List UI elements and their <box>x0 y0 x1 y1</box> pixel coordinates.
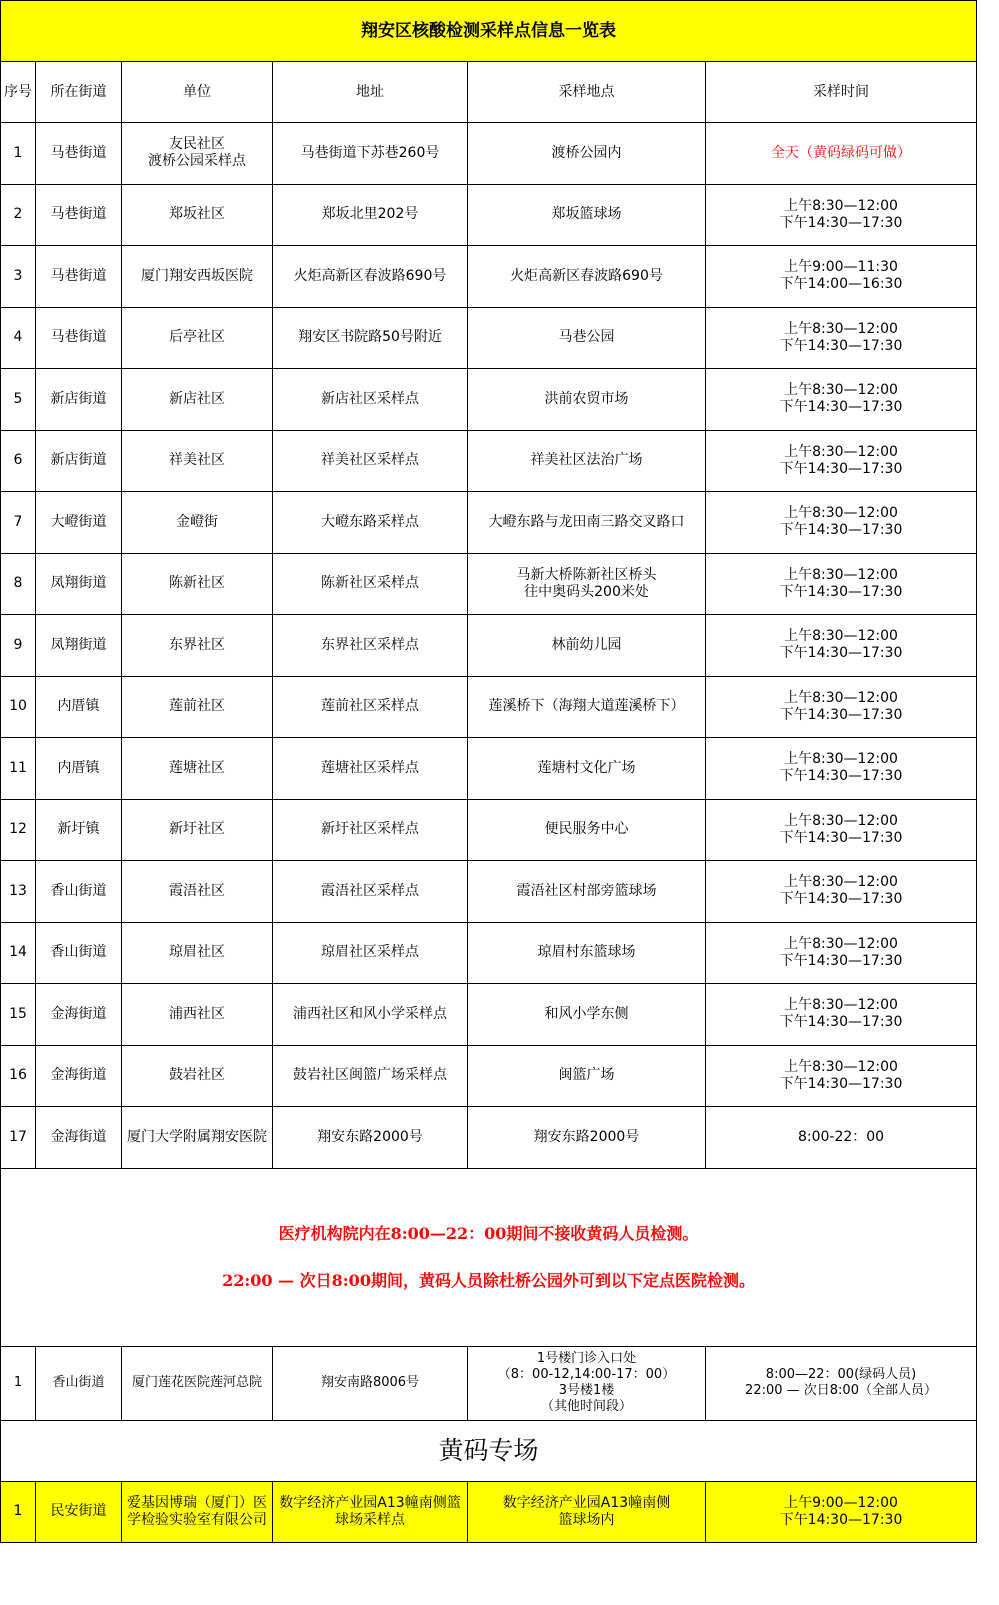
cell-address: 新店社区采样点 <box>273 369 468 431</box>
cell-site: 闽篮广场 <box>468 1045 706 1107</box>
cell-unit: 莲塘社区 <box>122 738 273 800</box>
cell-no: 4 <box>1 307 36 369</box>
table-row <box>1 861 977 923</box>
cell-site: 霞浯社区村部旁篮球场 <box>468 861 706 923</box>
cell-no: 1 <box>1 123 36 185</box>
cell-street: 凤翔街道 <box>36 553 122 615</box>
cell-no: 1 <box>1 1481 36 1542</box>
header-row <box>1 62 977 123</box>
cell-no: 11 <box>1 738 36 800</box>
cell-street: 金海街道 <box>36 1107 122 1169</box>
cell-time: 上午8:30—12:00 下午14:30—17:30 <box>706 430 977 492</box>
header-street: 所在街道 <box>36 62 122 123</box>
cell-no: 13 <box>1 861 36 923</box>
cell-street: 香山街道 <box>36 922 122 984</box>
cell-no: 17 <box>1 1107 36 1169</box>
table-row <box>1 369 977 431</box>
header-address: 地址 <box>273 62 468 123</box>
cell-time: 上午9:00—11:30 下午14:00—16:30 <box>706 246 977 308</box>
special-title: 黄码专场 <box>1 1420 977 1481</box>
cell-address: 翔安区书院路50号附近 <box>273 307 468 369</box>
cell-site: 大嶝东路与龙田南三路交叉路口 <box>468 492 706 554</box>
cell-time: 上午8:30—12:00 下午14:30—17:30 <box>706 676 977 738</box>
header-site: 采样地点 <box>468 62 706 123</box>
table-row <box>1 184 977 246</box>
cell-time: 上午8:30—12:00 下午14:30—17:30 <box>706 1045 977 1107</box>
cell-unit: 琼眉社区 <box>122 922 273 984</box>
notice-line: 22:00 — 次日8:00期间，黄码人员除杜桥公园外可到以下定点医院检测。 <box>222 1271 755 1290</box>
table-row <box>1 738 977 800</box>
cell-unit: 爱基因博瑞（厦门）医学检验实验室有限公司 <box>122 1481 273 1542</box>
cell-site: 翔安东路2000号 <box>468 1107 706 1169</box>
cell-no: 1 <box>1 1346 36 1420</box>
cell-unit: 厦门大学附属翔安医院 <box>122 1107 273 1169</box>
cell-site: 祥美社区法治广场 <box>468 430 706 492</box>
cell-time: 上午8:30—12:00 下午14:30—17:30 <box>706 984 977 1046</box>
cell-unit: 祥美社区 <box>122 430 273 492</box>
table-row <box>1 1107 977 1169</box>
cell-time: 全天（黄码绿码可做） <box>706 123 977 185</box>
cell-address: 霞浯社区采样点 <box>273 861 468 923</box>
cell-no: 5 <box>1 369 36 431</box>
cell-site: 林前幼儿园 <box>468 615 706 677</box>
cell-no: 9 <box>1 615 36 677</box>
header-time: 采样时间 <box>706 62 977 123</box>
cell-site: 马新大桥陈新社区桥头 往中奥码头200米处 <box>468 553 706 615</box>
cell-unit: 郑坂社区 <box>122 184 273 246</box>
special-title-row <box>1 1420 977 1481</box>
page-title: 翔安区核酸检测采样点信息一览表 <box>1 1 977 62</box>
cell-address: 马巷街道下苏巷260号 <box>273 123 468 185</box>
cell-address: 陈新社区采样点 <box>273 553 468 615</box>
cell-address: 莲前社区采样点 <box>273 676 468 738</box>
cell-unit: 莲前社区 <box>122 676 273 738</box>
cell-no: 15 <box>1 984 36 1046</box>
cell-site: 和风小学东侧 <box>468 984 706 1046</box>
table-row <box>1 1045 977 1107</box>
table-row <box>1 307 977 369</box>
cell-time: 上午8:30—12:00 下午14:30—17:30 <box>706 553 977 615</box>
cell-no: 2 <box>1 184 36 246</box>
cell-unit: 后亭社区 <box>122 307 273 369</box>
cell-site: 琼眉村东篮球场 <box>468 922 706 984</box>
table-row <box>1 799 977 861</box>
cell-street: 民安街道 <box>36 1481 122 1542</box>
cell-site: 马巷公园 <box>468 307 706 369</box>
cell-street: 香山街道 <box>36 1346 122 1420</box>
cell-unit: 新店社区 <box>122 369 273 431</box>
cell-site: 便民服务中心 <box>468 799 706 861</box>
cell-time: 8:00-22：00 <box>706 1107 977 1169</box>
cell-street: 内厝镇 <box>36 738 122 800</box>
cell-unit: 浦西社区 <box>122 984 273 1046</box>
cell-no: 3 <box>1 246 36 308</box>
cell-street: 马巷街道 <box>36 246 122 308</box>
cell-unit: 厦门翔安西坂医院 <box>122 246 273 308</box>
header-unit: 单位 <box>122 62 273 123</box>
table-row <box>1 430 977 492</box>
cell-street: 马巷街道 <box>36 123 122 185</box>
cell-address: 郑坂北里202号 <box>273 184 468 246</box>
cell-time: 上午8:30—12:00 下午14:30—17:30 <box>706 184 977 246</box>
cell-street: 大嶝街道 <box>36 492 122 554</box>
cell-time: 上午8:30—12:00 下午14:30—17:30 <box>706 861 977 923</box>
cell-site: 郑坂篮球场 <box>468 184 706 246</box>
cell-street: 金海街道 <box>36 1045 122 1107</box>
cell-unit: 东界社区 <box>122 615 273 677</box>
cell-time: 上午8:30—12:00 下午14:30—17:30 <box>706 492 977 554</box>
cell-address: 东界社区采样点 <box>273 615 468 677</box>
cell-unit: 陈新社区 <box>122 553 273 615</box>
cell-site: 渡桥公园内 <box>468 123 706 185</box>
cell-unit: 厦门莲花医院莲河总院 <box>122 1346 273 1420</box>
cell-address: 祥美社区采样点 <box>273 430 468 492</box>
cell-site: 莲塘村文化广场 <box>468 738 706 800</box>
special-row <box>1 1481 977 1542</box>
notice-row <box>1 1168 977 1346</box>
table-row <box>1 676 977 738</box>
cell-time: 上午8:30—12:00 下午14:30—17:30 <box>706 738 977 800</box>
cell-time: 上午8:30—12:00 下午14:30—17:30 <box>706 307 977 369</box>
cell-site: 莲溪桥下（海翔大道莲溪桥下） <box>468 676 706 738</box>
cell-site: 1号楼门诊入口处 （8：00-12,14:00-17：00） 3号楼1楼 （其他时间段） <box>468 1346 706 1420</box>
cell-street: 马巷街道 <box>36 184 122 246</box>
cell-address: 大嶝东路采样点 <box>273 492 468 554</box>
cell-address: 新圩社区采样点 <box>273 799 468 861</box>
cell-site: 火炬高新区春波路690号 <box>468 246 706 308</box>
cell-no: 8 <box>1 553 36 615</box>
table-row <box>1 922 977 984</box>
cell-unit: 金嶝街 <box>122 492 273 554</box>
cell-no: 10 <box>1 676 36 738</box>
cell-address: 翔安南路8006号 <box>273 1346 468 1420</box>
cell-site: 数字经济产业园A13幢南侧 篮球场内 <box>468 1481 706 1542</box>
cell-unit: 友民社区 渡桥公园采样点 <box>122 123 273 185</box>
table-row <box>1 246 977 308</box>
hospital-row <box>1 1346 977 1420</box>
cell-address: 浦西社区和风小学采样点 <box>273 984 468 1046</box>
cell-time: 8:00—22：00(绿码人员) 22:00 — 次日8:00（全部人员） <box>706 1346 977 1420</box>
cell-address: 鼓岩社区闽篮广场采样点 <box>273 1045 468 1107</box>
cell-no: 14 <box>1 922 36 984</box>
table-row <box>1 984 977 1046</box>
cell-street: 新店街道 <box>36 369 122 431</box>
cell-time: 上午8:30—12:00 下午14:30—17:30 <box>706 369 977 431</box>
cell-unit: 鼓岩社区 <box>122 1045 273 1107</box>
cell-no: 16 <box>1 1045 36 1107</box>
cell-address: 琼眉社区采样点 <box>273 922 468 984</box>
cell-unit: 新圩社区 <box>122 799 273 861</box>
cell-no: 6 <box>1 430 36 492</box>
cell-time: 上午8:30—12:00 下午14:30—17:30 <box>706 799 977 861</box>
cell-street: 内厝镇 <box>36 676 122 738</box>
cell-address: 火炬高新区春波路690号 <box>273 246 468 308</box>
table-row <box>1 615 977 677</box>
cell-time: 上午8:30—12:00 下午14:30—17:30 <box>706 615 977 677</box>
table-row <box>1 492 977 554</box>
table-row <box>1 553 977 615</box>
cell-time: 上午9:00—12:00 下午14:30—17:30 <box>706 1481 977 1542</box>
cell-street: 凤翔街道 <box>36 615 122 677</box>
cell-unit: 霞浯社区 <box>122 861 273 923</box>
cell-street: 新店街道 <box>36 430 122 492</box>
cell-address: 莲塘社区采样点 <box>273 738 468 800</box>
notice-text <box>1 1168 977 1346</box>
cell-street: 马巷街道 <box>36 307 122 369</box>
cell-no: 12 <box>1 799 36 861</box>
header-no: 序号 <box>1 62 36 123</box>
cell-time: 上午8:30—12:00 下午14:30—17:30 <box>706 922 977 984</box>
notice-line: 医疗机构院内在8:00—22：00期间不接收黄码人员检测。 <box>278 1224 699 1243</box>
cell-address: 翔安东路2000号 <box>273 1107 468 1169</box>
cell-street: 香山街道 <box>36 861 122 923</box>
table-row <box>1 123 977 185</box>
cell-street: 金海街道 <box>36 984 122 1046</box>
cell-site: 洪前农贸市场 <box>468 369 706 431</box>
cell-address: 数字经济产业园A13幢南侧篮球场采样点 <box>273 1481 468 1542</box>
cell-street: 新圩镇 <box>36 799 122 861</box>
cell-no: 7 <box>1 492 36 554</box>
